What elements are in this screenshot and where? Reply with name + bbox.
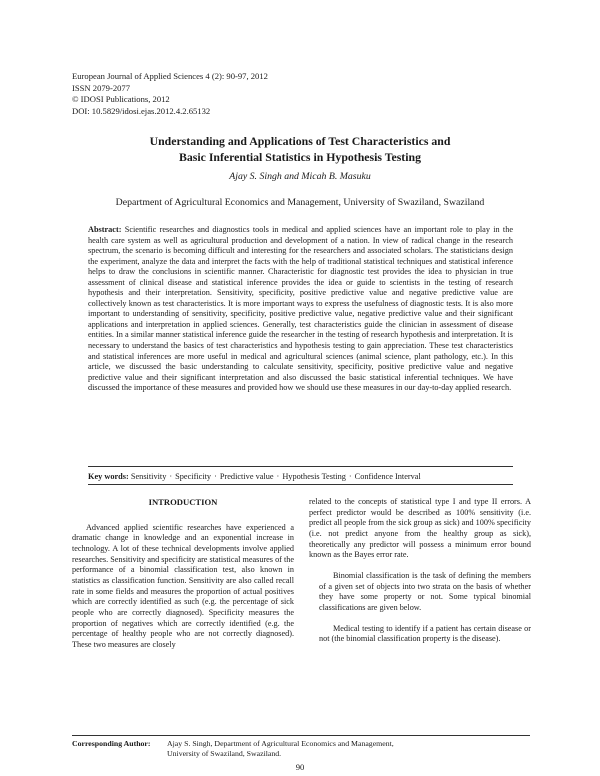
keyword: Predictive value [219, 472, 274, 481]
keyword: Sensitivity [130, 472, 167, 481]
keywords-bottom-rule [88, 484, 513, 485]
keyword-separator: · [348, 472, 352, 481]
journal-header [72, 71, 268, 117]
keyword: Specificity [175, 472, 212, 481]
keyword-separator: · [276, 472, 280, 481]
keywords-top-rule [88, 466, 513, 467]
copyright: © IDOSI Publications, 2012 [72, 94, 170, 105]
issn: ISSN 2079-2077 [72, 82, 131, 93]
abstract-text: Scientific researches and diagnostics tools in medical and applied sciences have an important role to play in the health care system as well as agricultural production and development of a nation. In view of radical change in the research spectrum, the scenario is becoming difficult and interesting for the researchers and associated scholars. The statisticians design the experiment, analyze the data and interpret the facts with the help of traditional statistical techniques and statistical inference helps to draw the conclusions in scientific manner. Characteristic for diagnostic test provides the idea to physician in true assessment of clinical disease and statistical inference provides the idea or guide to scientists in the testing of research hypothesis and their interpretation. Sensitivity, specificity, positive predictive value and negative predictive value are collectively known as test characteristics. It is more important ways to express the usefulness of diagnostic tests. It is also more important to understanding of sensitivity, specificity, positive predictive value, negative predictive value and their significant applications and interpretation in applied sciences. Generally, test characteristics guide the clinician in assessment of disease entities. In a similar manner statistical inference guide the researcher in the testing of research hypothesis and interpretation. It is necessary to understand the basics of test characteristics and hypothesis testing to gain appreciation. These test characteristics and statistical inferences are more useful in medical and agricultural sciences (animal science, plant pathology, etc.). In this article, we discussed the basic understanding to calculate sensitivity, specificity, positive predictive value and negative predictive value and their significant interpretation and also discussed the basic statistical inferential techniques. We have discussed the importance of these measures and provided how we should use these measures in our day-to-day applied research. [88, 225, 513, 393]
paper-title [60, 133, 540, 165]
left-column [72, 497, 294, 651]
corresponding-author-line-2: University of Swaziland, Swaziland. [167, 749, 282, 758]
title-line-1: Understanding and Applications of Test Characteristics and [149, 134, 451, 148]
keywords-label: Key words: [88, 472, 129, 481]
intro-paragraph-2: Binomial classification is the task of defining the members of a given set of objects into two strata on the basis of whether they have some property or not. Some typical binomial classifications are given below. [319, 570, 531, 612]
right-column [309, 497, 531, 645]
keywords [88, 472, 518, 481]
abstract [88, 225, 513, 394]
intro-paragraph-1: Advanced applied scientific researches have experienced a dramatic change in knowledge and an exponential increase in technology. A lot of these technical developments involve applied researches. Sensitivity and specificity are statistical measures of the performance of a binomial classification test, also known in statistics as classification function. Sensitivity are also called recall rate in some fields and measures the proportion of actual positives which are correctly identified as such (e.g. the percentage of sick people who are correctly diagnosed). Specificity measures the proportion of negatives which are correctly identified (e.g. the percentage of healthy people who are not correctly diagnosed). These two measures are closely [72, 522, 294, 649]
keyword: Confidence Interval [354, 472, 421, 481]
abstract-label: Abstract: [88, 225, 122, 234]
corresponding-author-label: Corresponding Author: [72, 739, 151, 748]
section-heading-introduction: INTRODUCTION [148, 497, 218, 507]
keyword-separator: · [169, 472, 173, 481]
journal-citation: European Journal of Applied Sciences 4 (2): 90-97, 2012 [72, 71, 268, 81]
affiliation: Department of Agricultural Economics and Management, University of Swaziland, Swaziland [115, 197, 485, 208]
title-line-2: Basic Inferential Statistics in Hypothesis Testing [179, 150, 421, 164]
keyword: Hypothesis Testing [282, 472, 346, 481]
keyword-separator: · [214, 472, 217, 481]
doi: DOI: 10.5829/idosi.ejas.2012.4.2.65132 [72, 105, 211, 116]
corresponding-author-line-1: Ajay S. Singh, Department of Agricultural Economics and Management, [167, 739, 394, 748]
authors: Ajay S. Singh and Micah B. Masuku [229, 171, 371, 182]
footer-rule [72, 735, 530, 736]
intro-paragraph-3: Medical testing to identify if a patient has certain disease or not (the binomial classification property is the disease). [319, 623, 531, 644]
page-number: 90 [295, 762, 305, 772]
intro-paragraph-1-continued: related to the concepts of statistical type I and type II errors. A perfect predictor would be described as 100% sensitivity (i.e. predict all people from the sick group as sick) and 100% specificity (i.e. not predict anyone from the healthy group as sick), theoretically any predictor will possess a minimum error bound known as the Bayes error rate. [309, 497, 531, 560]
